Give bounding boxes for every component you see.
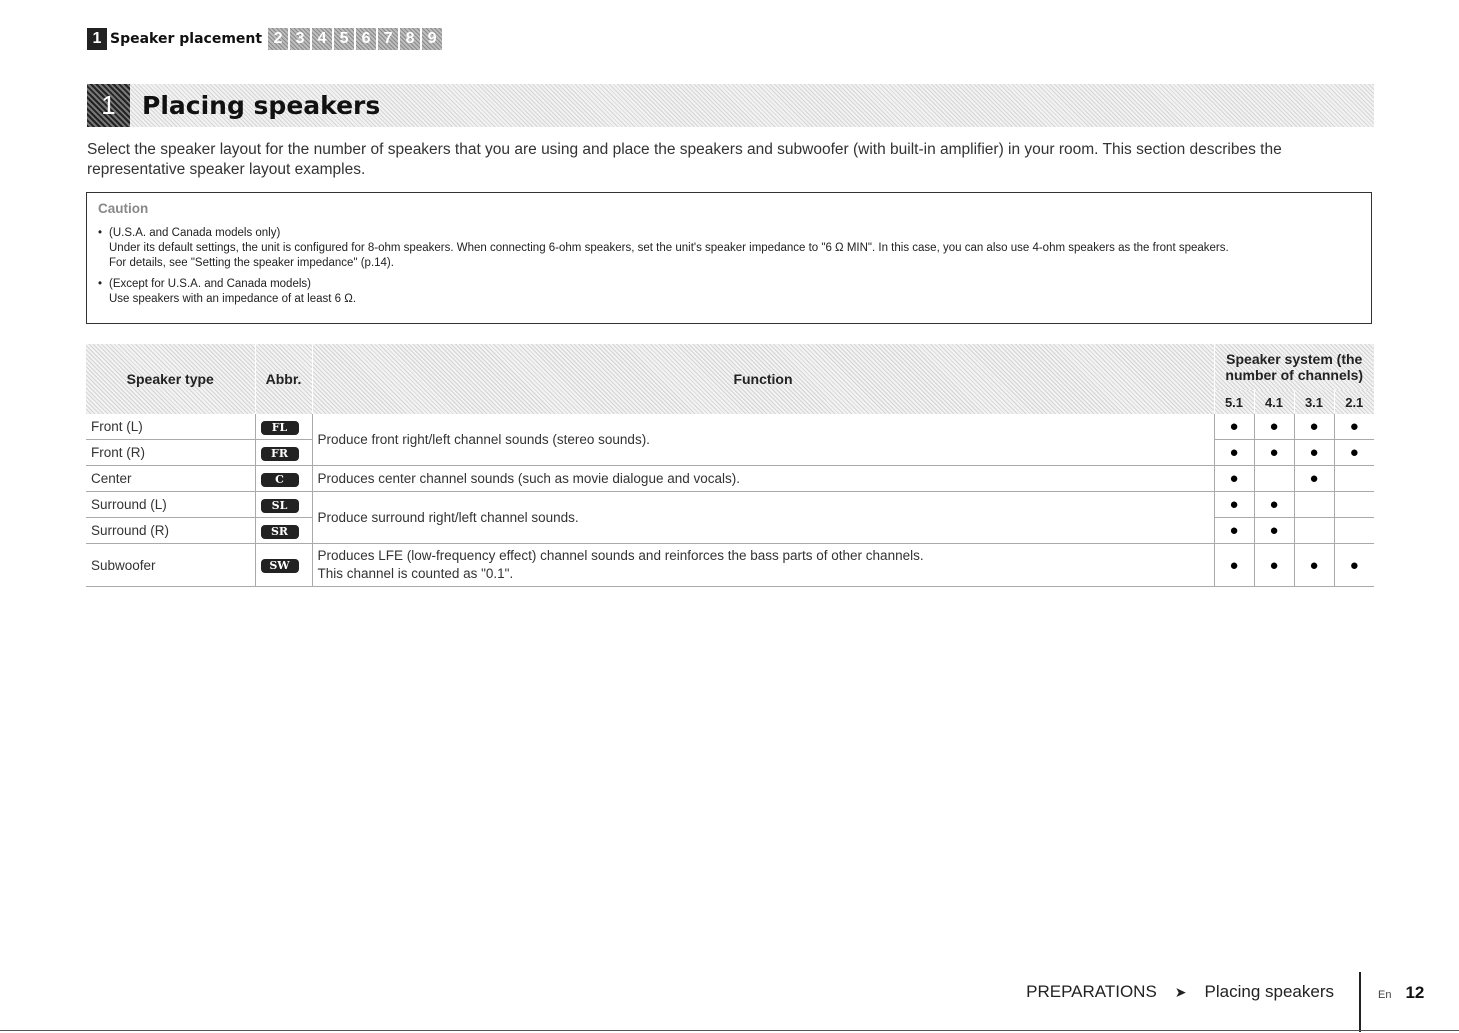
caution-item-body: Use speakers with an impedance of at least 6 Ω. [109,293,357,305]
bottom-rule [0,1030,1459,1031]
abbr-badge: SW [261,559,299,573]
speaker-type-cell: Front (L) [86,414,255,440]
channel-dot: ● [1254,518,1294,544]
speaker-type-cell: Subwoofer [86,544,255,587]
header-function: Function [312,344,1214,414]
page-number: 12 [1405,983,1425,1002]
step-2[interactable]: 2 [268,28,288,50]
header-abbr: Abbr. [255,344,312,414]
channel-dot [1294,518,1334,544]
caution-item-head: (Except for U.S.A. and Canada models) [109,278,311,290]
page-title-bar [87,84,1374,127]
bullet-icon: • [98,278,103,290]
caution-box [86,192,1372,324]
channel-dot: ● [1294,544,1334,587]
channel-dot: ● [1214,544,1254,587]
header-channel-4-1: 4.1 [1254,390,1294,414]
abbr-badge: FR [261,447,299,461]
table-row [86,466,1374,492]
caution-item [98,277,1360,307]
step-label[interactable]: Speaker placement [110,31,263,47]
footer-divider [1359,972,1361,1032]
channel-dot [1334,492,1374,518]
function-cell: Produce surround right/left channel sounds. [312,492,1214,544]
step-6[interactable]: 6 [356,28,376,50]
speaker-table [86,344,1374,587]
channel-dot: ● [1254,414,1294,440]
abbr-badge: SL [261,499,299,513]
caution-item-body: Under its default settings, the unit is configured for 8-ohm speakers. When connecting 6-ohm speakers, set the unit's speaker impedance to "6 Ω MIN". In this case, you can also use 4-ohm speakers as the front speakers. [109,242,1229,254]
channel-dot: ● [1294,466,1334,492]
function-line: This channel is counted as "0.1". [317,566,514,581]
speaker-type-cell: Surround (L) [86,492,255,518]
speaker-type-cell: Front (R) [86,440,255,466]
arrow-right-icon: ➤ [1174,983,1187,1000]
language-label: En [1378,989,1392,1001]
table-row [86,544,1374,587]
step-8[interactable]: 8 [400,28,420,50]
intro-text: Select the speaker layout for the number of speakers that you are using and place the speakers and subwoofer (with built-in amplifier) in your room. This section describes the representative speaker layout examples. [87,141,1282,178]
channel-dot: ● [1254,440,1294,466]
step-7[interactable]: 7 [378,28,398,50]
channel-dot [1294,492,1334,518]
title-number: 1 [87,84,130,127]
header-channel-2-1: 2.1 [1334,390,1374,414]
channel-dot [1334,466,1374,492]
channel-dot: ● [1294,414,1334,440]
caution-list [98,226,1360,307]
table-row [86,414,1374,440]
caution-item-extra: For details, see "Setting the speaker impedance" (p.14). [109,257,394,269]
header-speaker-type: Speaker type [86,344,255,414]
abbr-badge: C [261,473,299,487]
caution-title: Caution [98,201,149,216]
footer-section-link[interactable]: PREPARATIONS [1026,982,1157,1001]
function-line: Produces LFE (low-frequency effect) channel sounds and reinforces the bass parts of other channels. [317,548,924,563]
channel-dot: ● [1294,440,1334,466]
channel-dot: ● [1254,492,1294,518]
abbr-badge: FL [261,421,299,435]
function-cell: Produces center channel sounds (such as movie dialogue and vocals). [312,466,1214,492]
step-3[interactable]: 3 [290,28,310,50]
speaker-type-cell: Center [86,466,255,492]
step-navigation [87,28,444,50]
header-channel-3-1: 3.1 [1294,390,1334,414]
caution-item-head: (U.S.A. and Canada models only) [109,227,281,239]
table-row [86,492,1374,518]
channel-dot: ● [1254,544,1294,587]
header-channel-5-1: 5.1 [1214,390,1254,414]
speaker-type-cell: Surround (R) [86,518,255,544]
footer-page-title[interactable]: Placing speakers [1204,982,1334,1001]
caution-item [98,226,1360,271]
channel-dot: ● [1214,414,1254,440]
step-9[interactable]: 9 [422,28,442,50]
channel-dot: ● [1214,518,1254,544]
step-1-active[interactable]: 1 [87,28,107,50]
page-title: Placing speakers [142,91,381,120]
channel-dot: ● [1214,492,1254,518]
footer-breadcrumb [1026,982,1334,1002]
function-cell [312,544,1214,587]
channel-dot: ● [1214,466,1254,492]
channel-dot: ● [1334,544,1374,587]
function-cell: Produce front right/left channel sounds (stereo sounds). [312,414,1214,466]
page-info [1378,983,1424,1003]
step-4[interactable]: 4 [312,28,332,50]
channel-dot [1254,466,1294,492]
header-speaker-system: Speaker system (the number of channels) [1214,344,1374,390]
abbr-badge: SR [261,525,299,539]
channel-dot [1334,518,1374,544]
channel-dot: ● [1334,440,1374,466]
step-5[interactable]: 5 [334,28,354,50]
channel-dot: ● [1334,414,1374,440]
channel-dot: ● [1214,440,1254,466]
bullet-icon: • [98,227,103,239]
